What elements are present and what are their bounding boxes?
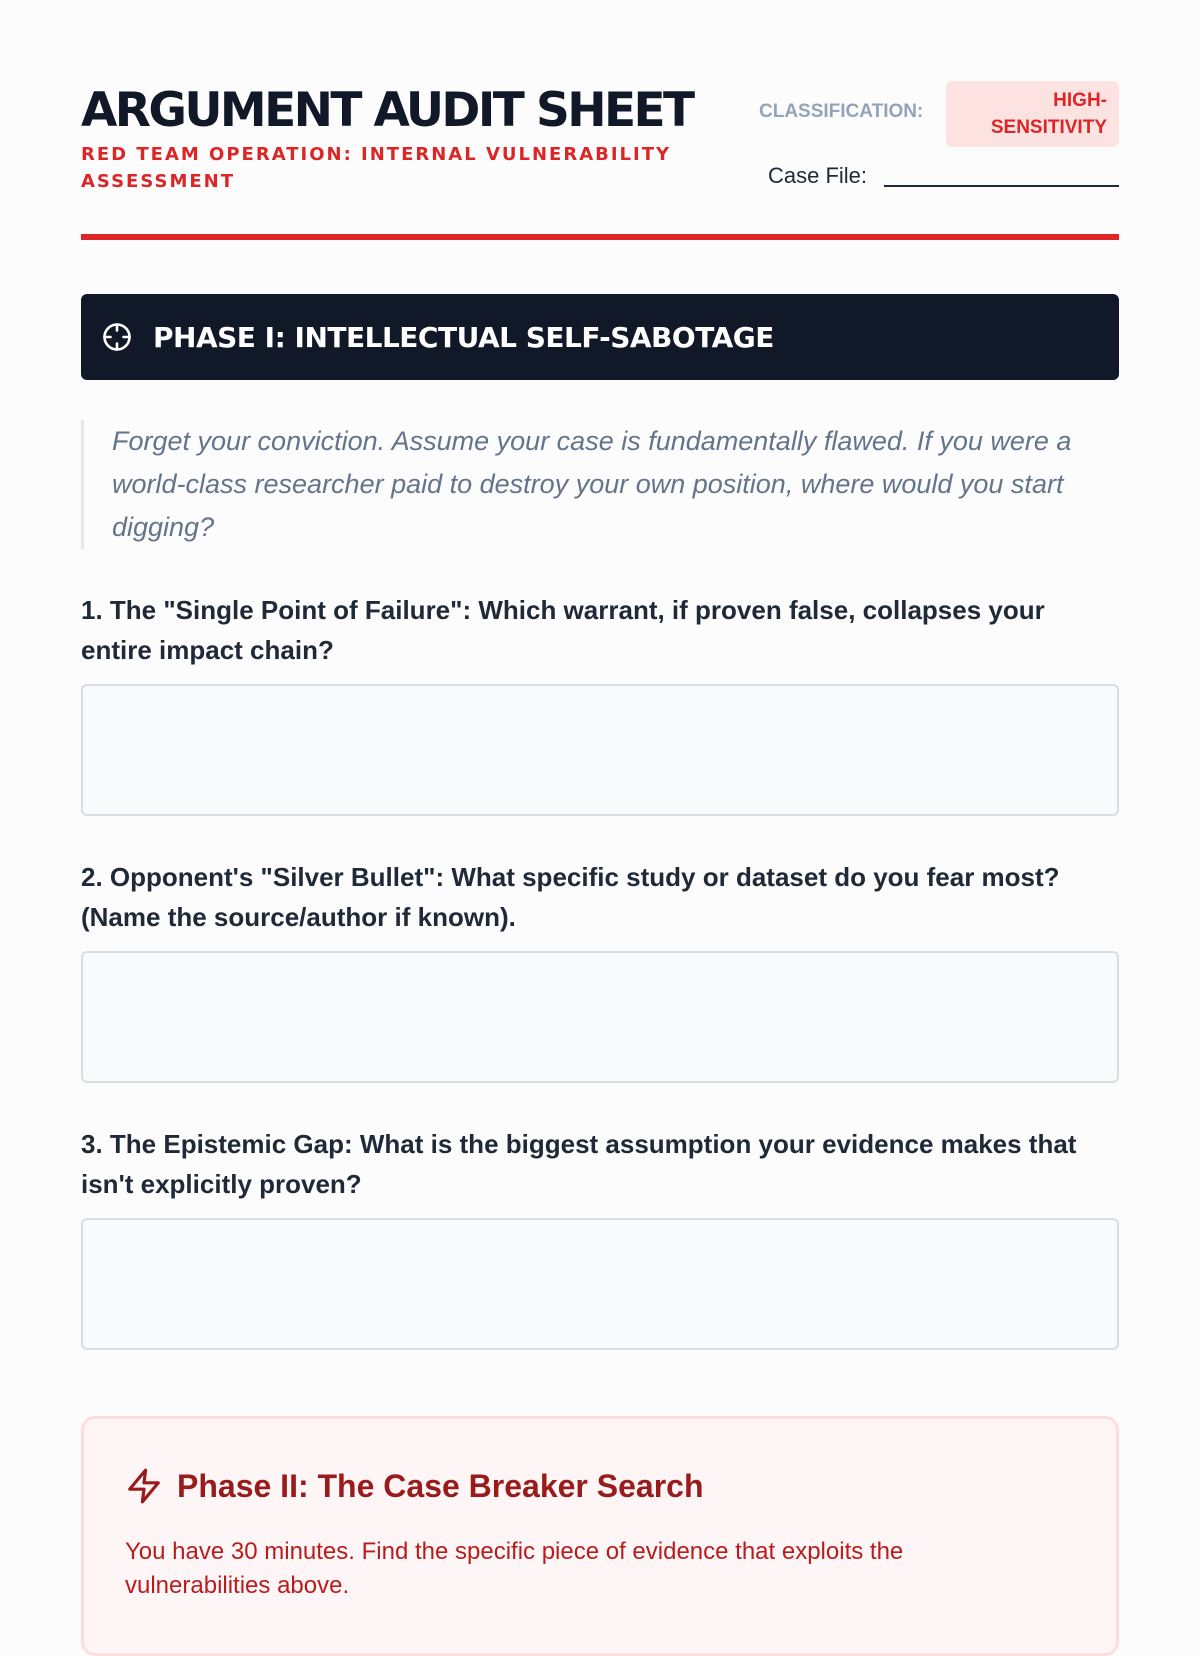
classification-label: CLASSIFICATION: <box>759 101 924 122</box>
phase-2-header <box>125 1467 704 1505</box>
audit-sheet <box>81 0 1119 1599</box>
question-3-answer-field[interactable] <box>81 1218 1119 1350</box>
case-file-field[interactable] <box>884 185 1119 187</box>
phase-2-description: You have 30 minutes. Find the specific piece of evidence that exploits the vulnerabilities above. <box>125 1538 904 1599</box>
phase-2-section <box>81 1416 1119 1656</box>
phase-1-intro: Forget your conviction. Assume your case is fundamentally flawed. If you were a world-class researcher paid to destroy your own position, where would you start digging? <box>81 420 1119 549</box>
phase-2-title: Phase II: The Case Breaker Search <box>177 1467 704 1504</box>
case-file-label: Case File: <box>768 163 868 188</box>
page-title: ARGUMENT AUDIT SHEET <box>81 83 693 138</box>
question-3-label: 3. The Epistemic Gap: What is the biggest assumption your evidence makes that isn't explicitly proven? <box>81 1129 1077 1199</box>
page-subtitle: RED TEAM OPERATION: INTERNAL VULNERABILITY ASSESSMENT <box>81 144 672 192</box>
question-2-answer-field[interactable] <box>81 951 1119 1083</box>
phase-1-banner <box>81 294 1119 380</box>
crosshair-icon <box>101 321 133 353</box>
sheet-header <box>81 0 1119 240</box>
lightning-icon <box>125 1467 163 1505</box>
classification-badge: HIGH-SENSITIVITY <box>946 81 1119 147</box>
question-2-label: 2. Opponent's "Silver Bullet": What specific study or dataset do you fear most? (Name the source/author if known). <box>81 862 1060 932</box>
question-1-answer-field[interactable] <box>81 684 1119 816</box>
phase-1-title: PHASE I: INTELLECTUAL SELF-SABOTAGE <box>153 320 774 354</box>
question-1-label: 1. The "Single Point of Failure": Which warrant, if proven false, collapses your entire impact chain? <box>81 595 1045 665</box>
header-divider <box>81 234 1119 240</box>
